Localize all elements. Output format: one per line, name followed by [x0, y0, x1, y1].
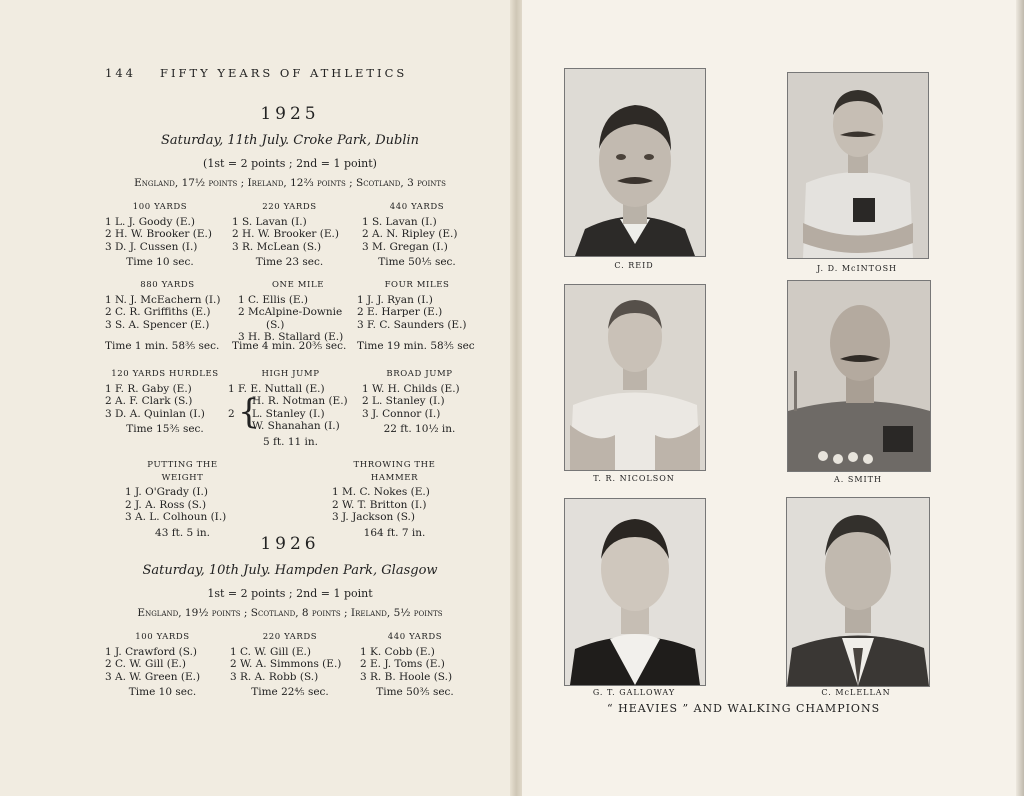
result-line: 2 A. N. Ripley (E.)	[362, 228, 458, 240]
result-line: 2 McAlpine-Downie	[238, 306, 343, 318]
event-title: 100 YARDS	[135, 632, 190, 642]
event-one-mile-1925	[238, 279, 358, 344]
portrait-photo-nicolson	[564, 284, 706, 471]
plate-title: “ HEAVIES ” AND WALKING CHAMPIONS	[607, 702, 881, 715]
result-line: 3 J. Jackson (S.)	[332, 511, 415, 523]
year-heading-1925: 1925	[260, 104, 320, 124]
event-220-yards-1926	[230, 631, 350, 699]
portrait-photo-mcintosh	[787, 72, 929, 259]
portrait-photo-reid	[564, 68, 706, 257]
result-line: 3 R. McLean (S.)	[232, 240, 322, 253]
running-title: FIFTY YEARS OF ATHLETICS	[160, 66, 408, 80]
event-time-four-miles-1925: Time 19 min. 58⅗ sec	[357, 340, 475, 352]
result-line: 3 S. A. Spencer (E.)	[105, 318, 210, 331]
result-line: 1 F. E. Nuttall (E.)	[228, 382, 325, 395]
result-line: 1 C. Ellis (E.)	[238, 293, 309, 306]
score-1926: England, 19½ points ; Scotland, 8 points ; Ireland, 5½ points	[137, 607, 443, 619]
date-venue-1926: Saturday, 10th July. Hampden Park, Glasgow	[142, 563, 438, 578]
event-title: 120 YARDS HURDLES	[111, 369, 219, 379]
event-title: THROWING THE HAMMER	[353, 460, 436, 483]
result-line: 3 M. Gregan (I.)	[362, 240, 448, 253]
result-line: 3 D. J. Cussen (I.)	[105, 240, 198, 253]
event-440-yards-1926	[360, 631, 470, 699]
event-time-one-mile-1925: Time 4 min. 20⅗ sec.	[232, 340, 347, 352]
portrait-image	[788, 281, 930, 471]
event-four-miles-1925	[357, 279, 477, 331]
event-title: BROAD JUMP	[386, 369, 453, 379]
caption-mclellan: C. McLELLAN	[821, 688, 891, 697]
result-line: 3 A. L. Colhoun (I.)	[125, 511, 227, 523]
result-line: 1 J. J. Ryan (I.)	[357, 293, 433, 306]
event-880-yards-1925	[105, 279, 230, 331]
year-heading-1926: 1926	[260, 534, 320, 554]
event-putting-weight-1925	[125, 459, 240, 539]
result-line: H. R. Notman (E.)	[252, 395, 348, 407]
event-time: 43 ft. 5 in.	[155, 526, 210, 539]
event-100-yards-1926	[105, 631, 220, 699]
event-title: 880 YARDS	[140, 280, 195, 290]
event-time: 164 ft. 7 in.	[363, 526, 426, 539]
result-line: 1 J. O'Grady (I.)	[125, 486, 208, 498]
event-title: FOUR MILES	[384, 280, 450, 290]
tie-place: 2	[228, 408, 235, 420]
event-title: 440 YARDS	[387, 632, 443, 642]
result-line: 2 H. W. Brooker (E.)	[105, 228, 212, 240]
result-line: 2 L. Stanley (I.)	[362, 395, 445, 407]
result-line: 3 J. Connor (I.)	[362, 407, 441, 420]
event-time: Time 15⅗ sec.	[126, 423, 204, 435]
event-220-yards-1925	[232, 201, 347, 269]
event-time: Time 10 sec.	[128, 686, 197, 698]
result-line: 3 H. B. Stallard (E.)	[238, 331, 344, 343]
event-title: 220 YARDS	[262, 632, 318, 642]
result-line: 1 C. W. Gill (E.)	[230, 645, 311, 658]
result-line: 2 W. A. Simmons (E.)	[230, 658, 342, 670]
caption-galloway: G. T. GALLOWAY	[592, 688, 676, 697]
event-throwing-hammer-1925	[332, 459, 457, 539]
tie-group	[228, 392, 353, 433]
result-line: 3 A. W. Green (E.)	[105, 670, 201, 683]
result-line: 3 F. C. Saunders (E.)	[357, 318, 467, 331]
result-line: 2 H. W. Brooker (E.)	[232, 228, 339, 240]
event-120-hurdles-1925	[105, 368, 225, 436]
event-time-880-yards-1925: Time 1 min. 58⅗ sec.	[105, 340, 220, 352]
event-broad-jump-1925	[362, 368, 477, 436]
result-line: 2 E. J. Toms (E.)	[360, 658, 445, 670]
result-line: 3 R. B. Hoole (S.)	[360, 670, 453, 683]
result-line: 1 M. C. Nokes (E.)	[332, 486, 430, 498]
event-time: Time 50⅗ sec.	[376, 686, 454, 698]
result-line: 3 D. A. Quinlan (I.)	[105, 407, 205, 420]
portrait-photo-galloway	[564, 498, 706, 686]
result-line: L. Stanley (I.)	[252, 407, 325, 420]
points-rule-1926: 1st = 2 points ; 2nd = 1 point	[207, 587, 373, 600]
result-line: 1 N. J. McEachern (I.)	[105, 293, 221, 306]
portrait-image	[788, 73, 928, 258]
event-title: HIGH JUMP	[261, 369, 320, 379]
event-440-yards-1925	[362, 201, 472, 269]
event-title: ONE MILE	[271, 280, 325, 290]
tie-brace-icon: {	[238, 392, 260, 432]
result-line: 2 W. T. Britton (I.)	[332, 498, 427, 511]
event-high-jump-1925	[228, 368, 353, 449]
caption-smith: A. SMITH	[833, 475, 882, 484]
result-line: 1 K. Cobb (E.)	[360, 645, 435, 658]
right-page	[522, 0, 1024, 796]
portrait-image	[565, 69, 705, 256]
page-number: 144	[105, 66, 136, 80]
portrait-image	[565, 499, 705, 685]
portrait-photo-smith	[787, 280, 931, 472]
result-line: 1 W. H. Childs (E.)	[362, 382, 460, 395]
result-line: 2 C. W. Gill (E.)	[105, 658, 186, 670]
portrait-photo-mclellan	[786, 497, 930, 687]
event-100-yards-1925	[105, 201, 215, 269]
score-1925: England, 17½ points ; Ireland, 12⅔ points ; Scotland, 3 points	[134, 177, 446, 189]
portrait-image	[787, 498, 929, 686]
page-edge	[1016, 0, 1024, 796]
event-time: Time 22⅘ sec.	[251, 686, 329, 698]
event-time: Time 50⅕ sec.	[378, 256, 456, 268]
result-line: 2 E. Harper (E.)	[357, 306, 443, 318]
event-title: PUTTING THE WEIGHT	[147, 460, 218, 483]
date-venue-1925: Saturday, 11th July. Croke Park, Dublin	[160, 133, 420, 148]
event-time: Time 10 sec.	[126, 256, 194, 268]
event-time: 22 ft. 10½ in.	[383, 423, 456, 435]
result-line: 2 J. A. Ross (S.)	[125, 498, 207, 511]
result-line: 1 J. Crawford (S.)	[105, 645, 198, 658]
result-line: 2 C. R. Griffiths (E.)	[105, 306, 211, 318]
points-rule-1925: (1st = 2 points ; 2nd = 1 point)	[203, 157, 377, 170]
result-line: 2 A. F. Clark (S.)	[105, 395, 193, 407]
event-title: 440 YARDS	[389, 202, 445, 212]
caption-nicolson: T. R. NICOLSON	[593, 474, 675, 483]
caption-reid: C. REID	[614, 261, 654, 270]
result-line: 1 L. J. Goody (E.)	[105, 215, 195, 228]
result-line: (S.)	[266, 318, 285, 331]
result-line: 3 R. A. Robb (S.)	[230, 670, 319, 683]
portrait-image	[565, 285, 705, 470]
result-line: 1 S. Lavan (I.)	[362, 215, 437, 228]
result-line: W. Shanahan (I.)	[252, 420, 340, 432]
event-title: 220 YARDS	[262, 202, 317, 212]
result-line: 1 F. R. Gaby (E.)	[105, 382, 192, 395]
event-time: 5 ft. 11 in.	[263, 436, 318, 448]
caption-mcintosh: J. D. McINTOSH	[816, 264, 898, 273]
event-title: 100 YARDS	[132, 202, 188, 212]
event-time: Time 23 sec.	[255, 256, 324, 268]
result-line: 1 S. Lavan (I.)	[232, 215, 307, 228]
